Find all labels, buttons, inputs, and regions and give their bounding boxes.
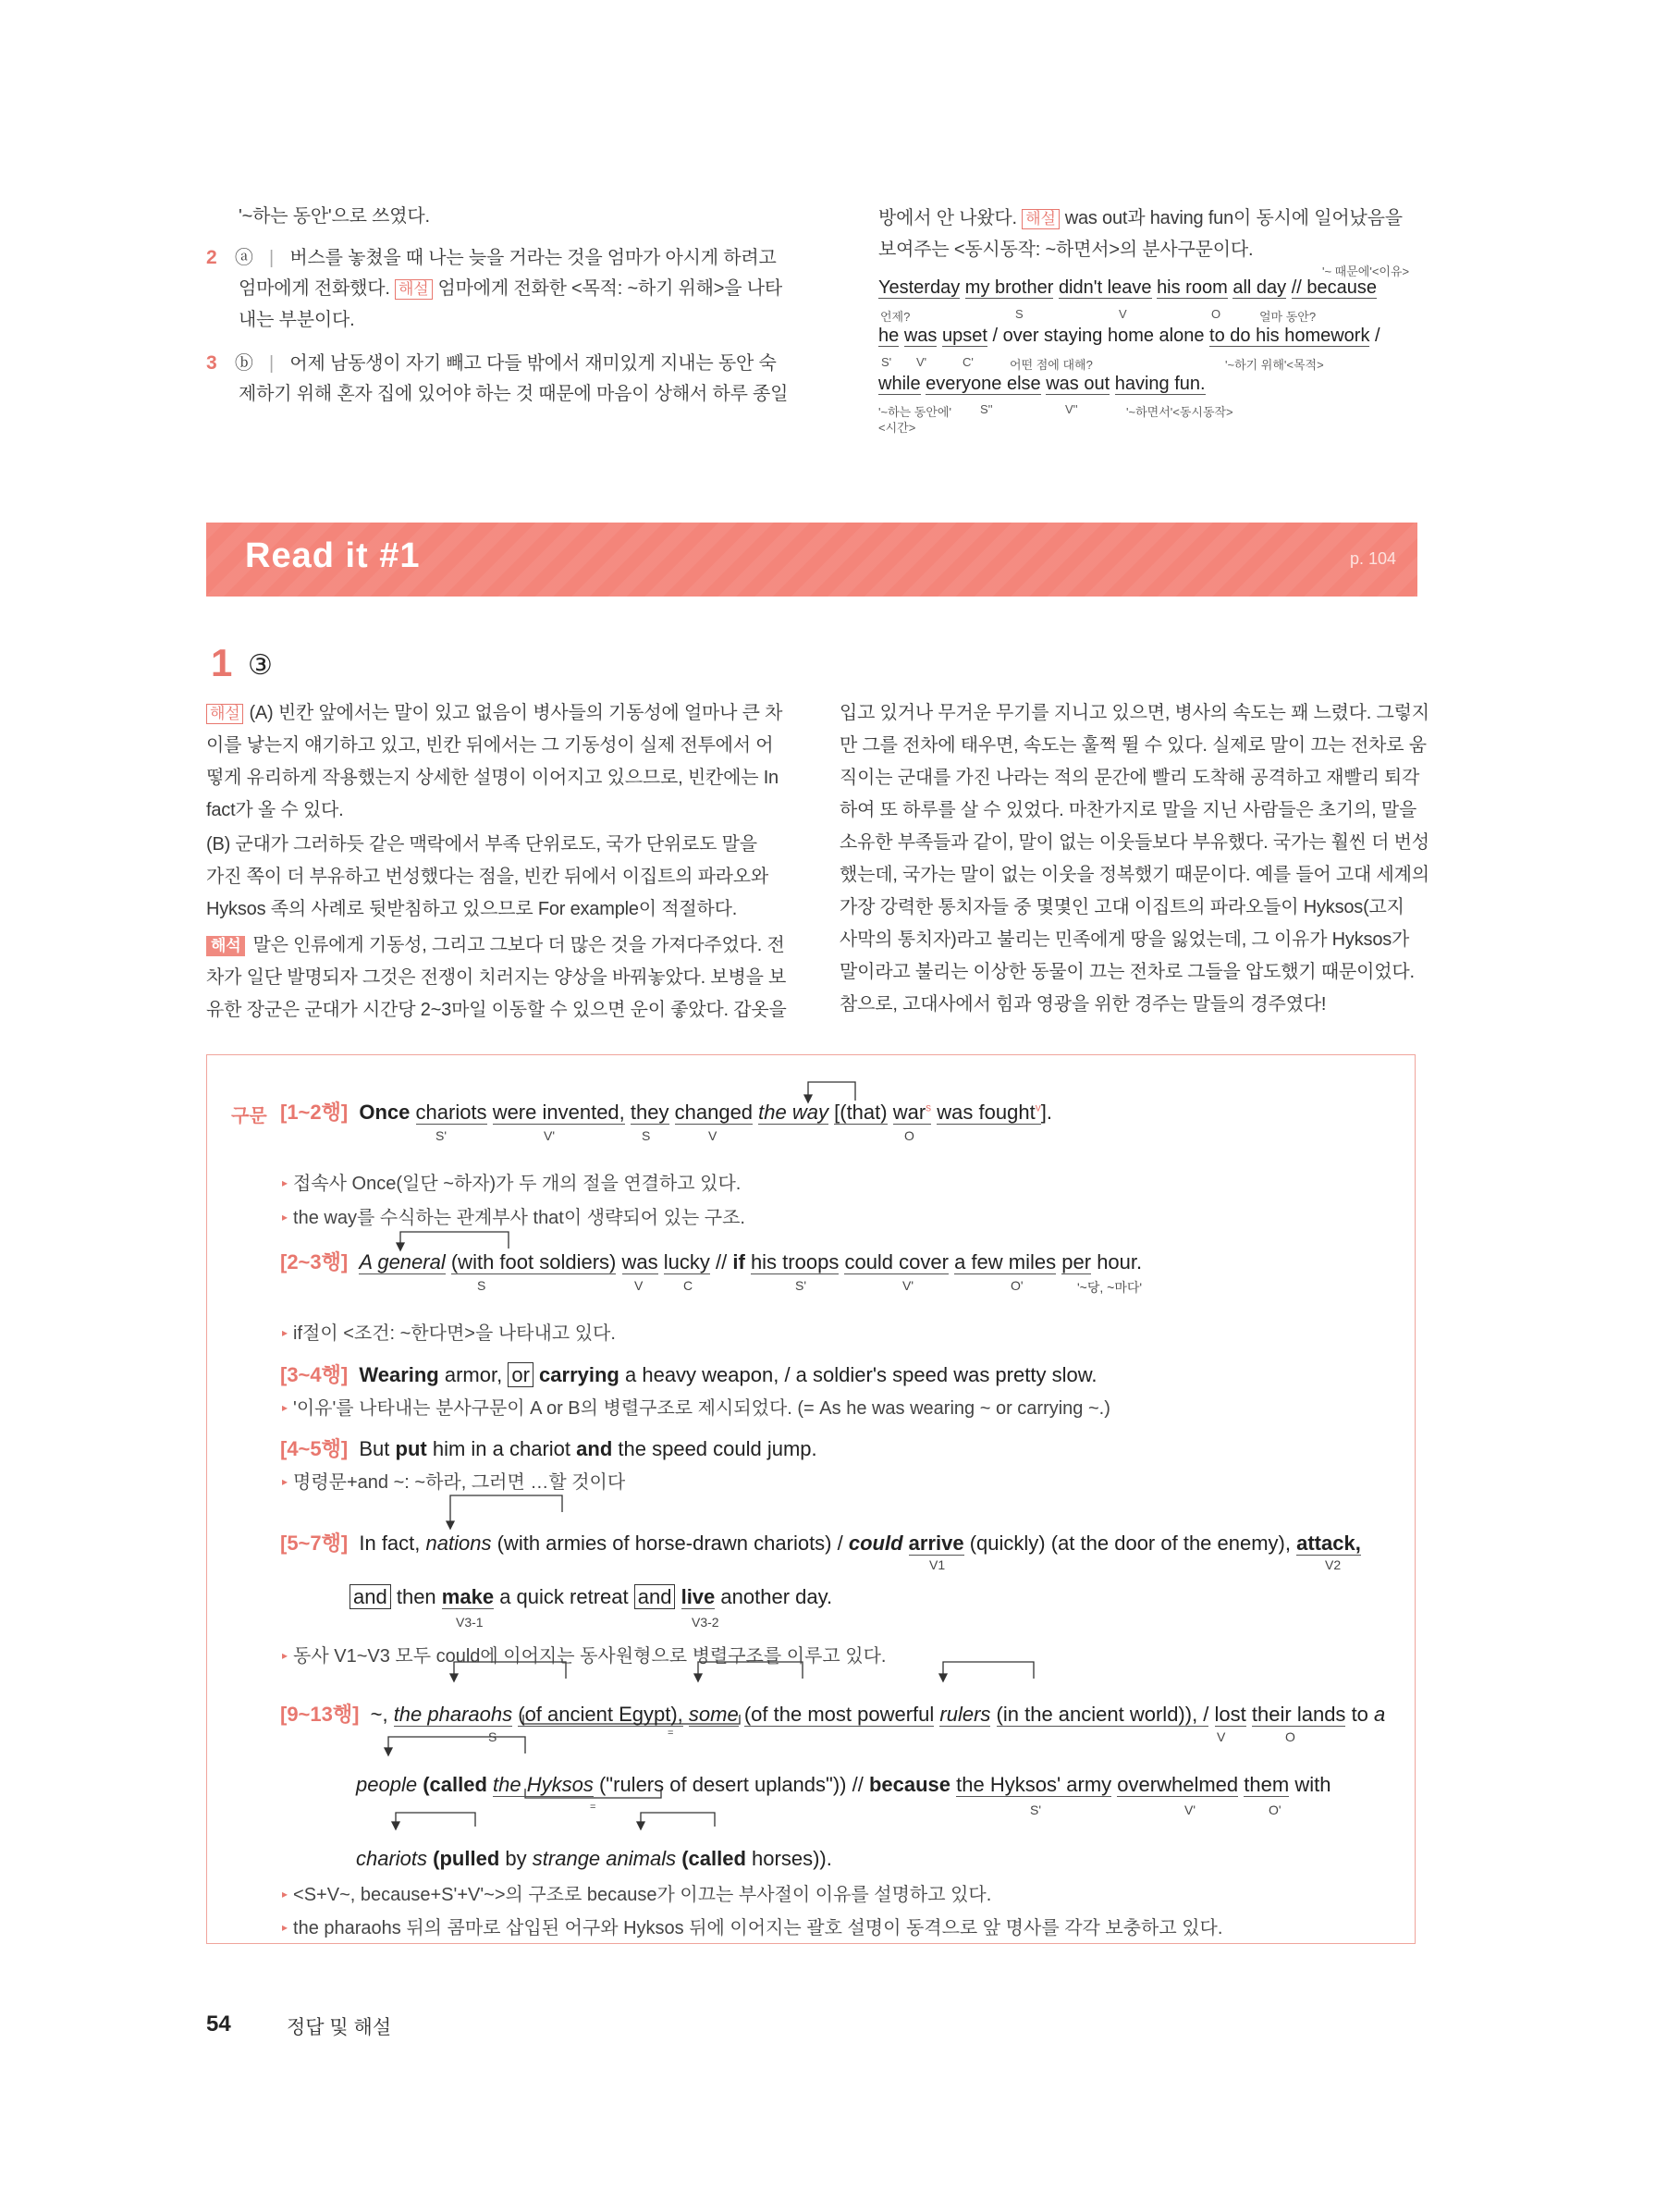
label: S' — [881, 355, 892, 369]
word: having fun. — [1114, 374, 1206, 394]
word: hour. — [1097, 1250, 1143, 1273]
text-line: 말은 인류에게 기동성, 그리고 그보다 더 많은 것을 가져다주었다. 전 — [252, 935, 785, 955]
label: V' — [1184, 1802, 1196, 1817]
text-line: (A) 빈칸 앞에서는 말이 있고 없음이 병사들의 기동성에 얼마나 큰 차 — [249, 703, 783, 723]
label: S' — [795, 1278, 807, 1293]
word: them — [1244, 1773, 1290, 1796]
word: But — [359, 1437, 390, 1460]
answer-choice: ⓐ — [234, 248, 253, 268]
word: or — [508, 1362, 533, 1387]
line-ref: [4~5행] — [280, 1437, 349, 1460]
word: to — [1351, 1703, 1368, 1726]
word: a heavy weapon, / a soldier's speed was pretty slow. — [625, 1363, 1098, 1386]
text-line: 하여 또 하루를 살 수 있었다. 마찬가지로 말을 지닌 사람들은 초기의, 말을 — [840, 800, 1417, 820]
text-line: 했는데, 국가는 말이 없는 이웃을 정복했기 때문이다. 예를 들어 고대 세계의 — [840, 865, 1429, 885]
word: overwhelmed — [1117, 1773, 1239, 1796]
word: changed — [674, 1101, 754, 1124]
grammar-row-4 — [280, 1433, 817, 1462]
word: live — [681, 1585, 716, 1608]
word: carrying — [539, 1363, 619, 1386]
text-line: 사막의 통치자)라고 불리는 민족에게 땅을 잃었는데, 그 이유가 Hyksos가 — [840, 929, 1410, 950]
answer-text: 엄마에게 전화한 <목적: ~하기 위해>을 나타 — [437, 278, 782, 299]
word: strange animals — [532, 1847, 677, 1870]
word: a — [1374, 1703, 1386, 1726]
word: the Hyksos' army — [956, 1773, 1112, 1796]
word: was — [903, 326, 938, 346]
label: C — [683, 1278, 693, 1293]
word: him in a chariot — [432, 1437, 571, 1460]
answer-choice: ⓑ — [234, 353, 253, 374]
word: / over staying home alone — [992, 326, 1205, 346]
sup-label: s — [926, 1101, 932, 1114]
word: per — [1061, 1250, 1092, 1273]
text-line: 이를 낳는지 얘기하고 있고, 빈칸 뒤에서는 그 기동성이 실제 전투에서 어 — [206, 735, 774, 756]
label: '~하기 위해'<목적> — [1225, 358, 1324, 372]
word: the speed could jump. — [618, 1437, 817, 1460]
line-ref: [5~7행] — [280, 1532, 349, 1555]
question-number: 1 — [211, 641, 233, 684]
word: they — [630, 1101, 669, 1124]
text-line: 입고 있거나 무거운 무기를 지니고 있으면, 병사의 속도는 꽤 느렸다. 그렇지 — [840, 703, 1429, 723]
text-line: 떻게 유리하게 작용했는지 상세한 설명이 이어지고 있으므로, 빈칸에는 In — [206, 768, 779, 788]
label: V — [708, 1128, 717, 1143]
word: (of ancient Egypt), — [518, 1703, 683, 1726]
word: // because — [1291, 277, 1377, 298]
label: 언제? — [880, 310, 911, 324]
grammar-row-6-line2 — [356, 1773, 1331, 1797]
label: V — [1217, 1729, 1226, 1744]
line-ref: [9~13행] — [280, 1703, 360, 1726]
grammar-row-5 — [280, 1528, 1361, 1556]
word: (with armies of horse-drawn chariots) / — [497, 1532, 843, 1555]
label: '~하면서'<동시동작> — [1126, 405, 1233, 419]
word: their lands — [1251, 1703, 1346, 1726]
word: attack, — [1296, 1532, 1361, 1555]
word: ]. — [1040, 1101, 1052, 1124]
word: and — [634, 1584, 676, 1609]
line-ref: [3~4행] — [280, 1363, 349, 1386]
label: O' — [1269, 1802, 1281, 1817]
word: rulers — [939, 1703, 991, 1726]
word: to do his homework — [1209, 326, 1370, 346]
label: S — [477, 1278, 486, 1293]
label: '~하는 동안에' — [878, 405, 951, 419]
word: A general — [359, 1250, 446, 1273]
word: with — [1294, 1773, 1331, 1796]
label: V' — [902, 1278, 914, 1293]
word: some — [688, 1703, 739, 1726]
word: his room — [1157, 277, 1228, 298]
word: everyone else — [926, 374, 1041, 394]
word: didn't leave — [1058, 277, 1152, 298]
answer-3: 3 ⓑ | 어제 남동생이 자기 빼고 다들 밖에서 재미있게 지내는 동안 숙 — [206, 352, 777, 374]
answer-text: 방에서 안 나왔다. — [878, 208, 1017, 228]
word: (in the ancient world)), / — [996, 1703, 1209, 1726]
word: ~, — [370, 1703, 388, 1726]
label: V' — [544, 1128, 556, 1143]
text-line: 가진 쪽이 더 부유하고 번성했다는 점을, 빈칸 뒤에서 이집트의 파라오와 — [206, 867, 769, 887]
grammar-row-6 — [280, 1699, 1385, 1728]
note-bullet: ▸ 접속사 Once(일단 ~하자)가 두 개의 절을 연결하고 있다. — [282, 1168, 741, 1195]
word: arrive — [908, 1532, 964, 1555]
text-line: 유한 장군은 군대가 시간당 2~3마일 이동할 수 있으면 운이 좋았다. 갑옷을 — [206, 1000, 787, 1020]
word: Wearing — [359, 1363, 439, 1386]
word: another day. — [720, 1585, 833, 1608]
label: 얼마 동안? — [1259, 310, 1317, 324]
word: the pharaohs — [393, 1703, 513, 1726]
label: V'' — [1065, 402, 1078, 416]
answer-text: was out과 having fun이 동시에 일어났음을 — [1064, 208, 1403, 228]
text-line: (B) 군대가 그러하듯 같은 맥락에서 부족 단위로도, 국가 단위로도 말을 — [206, 834, 757, 855]
label: V1 — [929, 1557, 946, 1572]
word: In fact, — [359, 1532, 421, 1555]
text-line: 참으로, 고대사에서 힘과 영광을 위한 경주는 말들의 경주였다! — [840, 994, 1327, 1015]
note-bullet: ▸ <S+V~, because+S'+V'~>의 구조로 because가 이끄는 부사절이 이유를 설명하고 있다. — [282, 1879, 991, 1906]
right-line2: 보여주는 <동시동작: ~하면서>의 분사구문이다. — [878, 240, 1254, 260]
label: <시간> — [878, 421, 916, 435]
note-bullet: ▸ the way를 수식하는 관계부사 that이 생략되어 있는 구조. — [282, 1202, 745, 1229]
label: O — [1211, 307, 1221, 321]
translation-badge: 해석 — [206, 936, 245, 956]
word: armor, — [444, 1363, 503, 1386]
line-ref: [1~2행] — [280, 1101, 349, 1124]
answer-number: 2 — [206, 247, 217, 268]
explanation-badge: 해설 — [395, 279, 432, 300]
page-reference: p. 104 — [1350, 549, 1397, 568]
text-line: 직이는 군대를 가진 나라는 적의 문간에 빨리 도착해 공격하고 재빨리 퇴각 — [840, 768, 1420, 788]
word: while — [878, 374, 921, 394]
sup-label: v — [1035, 1101, 1041, 1114]
word: chariots — [356, 1847, 428, 1870]
word: he — [878, 326, 900, 346]
text-line: Hyksos 족의 사례로 뒷받침하고 있으므로 For example이 적절하다. — [206, 899, 738, 919]
page-number: 54 — [206, 2012, 231, 2036]
word: make — [441, 1585, 495, 1608]
note-bullet: ▸ if절이 <조건: ~한다면>을 나타내고 있다. — [282, 1318, 616, 1345]
label: S' — [435, 1128, 448, 1143]
answer-text: 버스를 놓쳤을 때 나는 늦을 거라는 것을 엄마가 아시게 하려고 — [289, 248, 777, 268]
note-bullet: ▸ '이유'를 나타내는 분사구문이 A or B의 병렬구조로 제시되었다. (= As he was wearing ~ or carrying ~.) — [282, 1393, 1110, 1420]
grammar-row-1 — [280, 1097, 1052, 1126]
word: put — [395, 1437, 427, 1460]
grammar-row-6-line3 — [356, 1847, 832, 1871]
label: O — [904, 1128, 914, 1143]
word: war — [892, 1101, 926, 1124]
label: = — [668, 1728, 674, 1739]
word: if — [732, 1250, 745, 1273]
question-answer: ③ — [248, 650, 273, 681]
grammar-label: 구문 — [231, 1106, 267, 1126]
word: the way — [758, 1101, 828, 1124]
label: V' — [916, 355, 927, 369]
word: [(that) — [834, 1101, 888, 1124]
word: (of the most powerful — [743, 1703, 935, 1726]
explanation-badge: 해설 — [206, 704, 243, 724]
text-line: 소유한 부족들과 같이, 말이 없는 이웃들보다 부유했다. 국가는 훨씬 더 번성 — [840, 832, 1429, 853]
label: V — [634, 1278, 644, 1293]
word: and — [576, 1437, 613, 1460]
word: his troops — [750, 1250, 840, 1273]
text-line: 말이라고 불리는 이상한 동물이 끄는 전차로 그들을 압도했기 때문이었다. — [840, 962, 1415, 982]
label: = — [590, 1802, 596, 1813]
word: nations — [425, 1532, 492, 1555]
word: / — [1375, 326, 1380, 346]
word: Once — [359, 1101, 411, 1124]
word: horses)). — [752, 1847, 832, 1870]
word: (quickly) (at the door of the enemy), — [969, 1532, 1291, 1555]
prev-answer-intro: '~하는 동안'으로 쓰였다. — [239, 206, 430, 227]
word: upset — [941, 326, 987, 346]
label: O' — [1011, 1278, 1024, 1293]
word: and — [349, 1584, 391, 1609]
answer-number: 3 — [206, 352, 217, 374]
label: V3-2 — [692, 1615, 719, 1630]
explanation-badge: 해설 — [1022, 209, 1059, 229]
word: lost — [1214, 1703, 1246, 1726]
section-title: Read it #1 — [245, 536, 421, 575]
word: then — [396, 1585, 436, 1608]
text-line: fact가 올 수 있다. — [206, 800, 344, 820]
answer-text: 어제 남동생이 자기 빼고 다들 밖에서 재미있게 지내는 동안 숙 — [289, 353, 777, 374]
text-line: 만 그를 전차에 태우면, 속도는 훌쩍 뛸 수 있다. 실제로 말이 끄는 전차로 움 — [840, 735, 1427, 756]
word: was fought — [937, 1101, 1036, 1124]
label: V3-1 — [456, 1615, 484, 1630]
note-bullet: ▸ 명령문+and ~: ~하라, 그러면 …할 것이다 — [282, 1467, 625, 1494]
word: a quick retreat — [499, 1585, 629, 1608]
grammar-row-5-cont — [349, 1585, 832, 1609]
word: a few miles — [954, 1250, 1057, 1273]
word: could cover — [844, 1250, 949, 1273]
word: lucky — [663, 1250, 710, 1273]
label: S — [1015, 307, 1024, 321]
label: 어떤 점에 대해? — [1010, 358, 1093, 372]
grammar-row-3 — [280, 1360, 1097, 1388]
word-with-sup — [893, 1101, 931, 1125]
word: could — [848, 1532, 903, 1555]
answer-2: 2 ⓐ | 버스를 놓쳤을 때 나는 늦을 거라는 것을 엄마가 아시게 하려고 — [206, 247, 777, 268]
word: (called — [681, 1847, 746, 1870]
text-line: 차가 일단 발명되자 그것은 전쟁이 치러지는 양상을 바꿔놓았다. 보병을 보 — [206, 967, 787, 988]
word: my brother — [964, 277, 1054, 298]
footer-title: 정답 및 해설 — [287, 2017, 392, 2038]
reason-note: '~ 때문에'<이유> — [1322, 265, 1410, 278]
word: chariots — [415, 1101, 487, 1124]
word: the Hyksos — [493, 1773, 594, 1796]
word: ("rulers of desert uplands")) // — [598, 1773, 864, 1796]
label: V — [1119, 307, 1127, 321]
line-ref: [2~3행] — [280, 1250, 349, 1273]
word: because — [868, 1773, 951, 1796]
label: S — [488, 1729, 497, 1744]
note-bullet: ▸ the pharaohs 뒤의 콤마로 삽입된 어구와 Hyksos 뒤에 이어지는 괄호 설명이 동격으로 앞 명사를 각각 보충하고 있다. — [282, 1913, 1222, 1939]
label: C' — [963, 355, 974, 369]
word: (with foot soldiers) — [450, 1250, 617, 1273]
answer-text: 엄마에게 전화했다. — [239, 278, 390, 299]
word: (called — [423, 1773, 487, 1796]
label: '~당, ~마다' — [1077, 1280, 1143, 1295]
word-with-sup — [937, 1101, 1040, 1125]
word: people — [356, 1773, 418, 1796]
note-bullet: ▸ 동사 V1~V3 모두 could에 이어지는 동사원형으로 병렬구조를 이루고 있다. — [282, 1641, 886, 1667]
label: S' — [1030, 1802, 1042, 1817]
label: V2 — [1325, 1557, 1342, 1572]
word: (pulled — [433, 1847, 500, 1870]
label: S'' — [980, 402, 993, 416]
word: by — [505, 1847, 527, 1870]
word: // — [716, 1250, 728, 1273]
word: was — [621, 1250, 658, 1273]
label: O — [1285, 1729, 1295, 1744]
word: was out — [1046, 374, 1110, 394]
label: S — [642, 1128, 651, 1143]
word: Yesterday — [878, 277, 961, 298]
answer-3-line2: 제하기 위해 혼자 집에 있어야 하는 것 때문에 마음이 상해서 하루 종일 — [239, 384, 789, 404]
word: all day — [1232, 277, 1287, 298]
grammar-row-2 — [280, 1247, 1142, 1275]
word: were invented, — [492, 1101, 625, 1124]
answer-2-line3: 내는 부분이다. — [239, 310, 355, 330]
text-line: 가장 강력한 통치자들 중 몇몇인 고대 이집트의 파라오들이 Hyksos(고지 — [840, 897, 1404, 917]
